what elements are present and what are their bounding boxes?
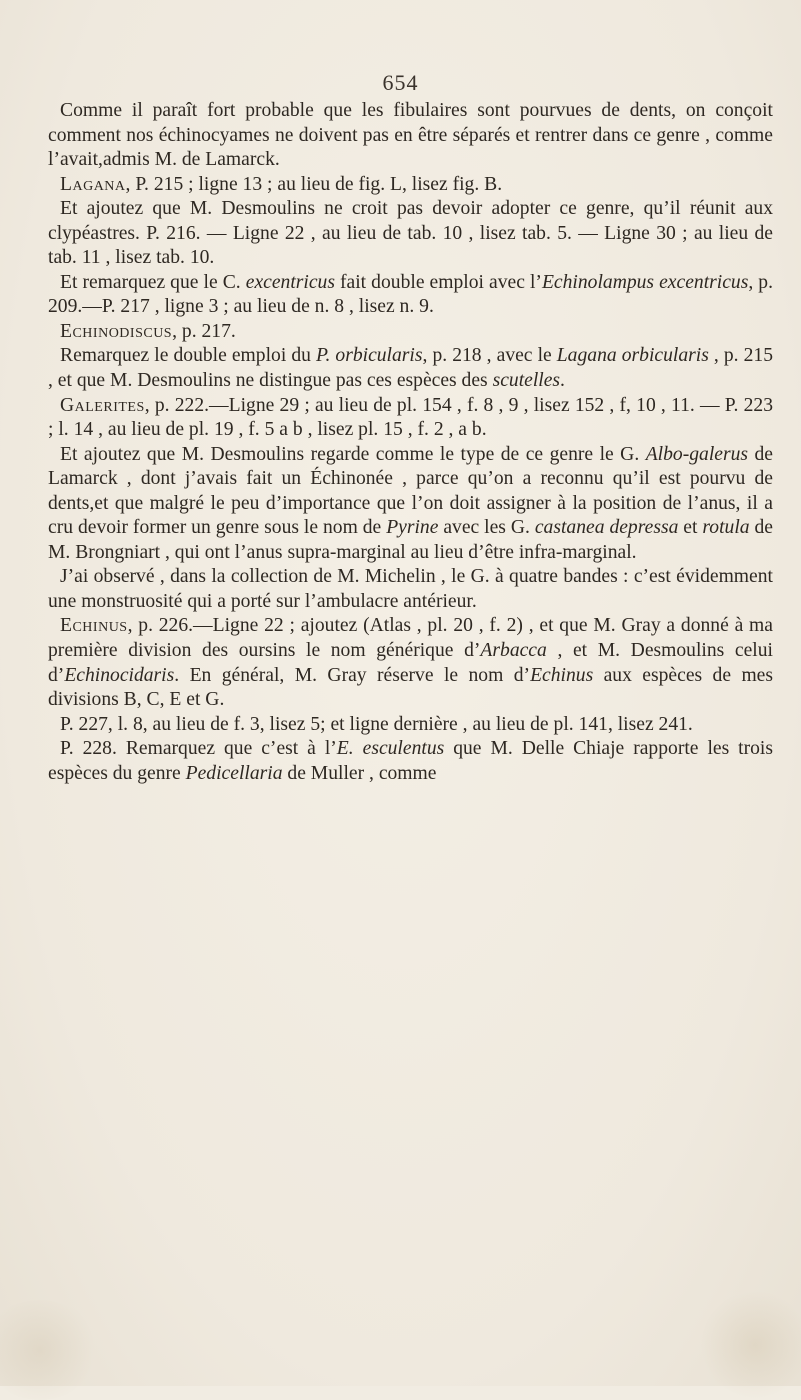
italic-text: Echinolampus excentricus	[541, 271, 749, 293]
text-run: , p. 226.—Ligne 22 ; ajoutez (Atlas , pl. 20 , f. 2) , et que M. Gray a donné à ma première division des oursins le nom générique d’	[48, 615, 773, 662]
italic-text: Lagana orbicularis	[556, 345, 709, 367]
paragraph	[48, 99, 773, 173]
text-run: , et M. Desmoulins celui d’	[48, 640, 773, 686]
italic-text: Pyrine	[386, 517, 439, 539]
italic-text: E. esculentus	[336, 738, 445, 760]
text-run: de M. Brongniart , qui ont l’anus supra-marginal au lieu d’être infra-marginal.	[48, 517, 774, 563]
text-run: Comme il paraît fort probable que les fibulaires sont pourvues de dents, on conçoit comment nos échinocyames ne doivent pas en être séparés et rentrer dans ce genre , comme l’avait,admis M. de Lamarck.	[48, 100, 773, 171]
text-run: aux espèces de mes divisions B, C, E et G.	[48, 664, 774, 711]
page-number: 654	[382, 70, 419, 95]
text-run: P. 227, l. 8, au lieu de f. 3, lisez 5; et ligne dernière , au lieu de pl. 141, lisez 241.	[60, 713, 693, 735]
paper-stain	[0, 1300, 100, 1400]
text-run: Et remarquez que le C.	[60, 271, 246, 293]
text-run: de Muller , comme	[282, 762, 437, 784]
text-run: Et ajoutez que M. Desmoulins regarde comme le type de ce genre le G.	[60, 443, 646, 465]
italic-text: Arbacca	[480, 640, 547, 662]
italic-text: Pedicellaria	[185, 762, 283, 784]
text-run: , p. 217.	[172, 320, 236, 342]
paper-stain	[700, 1290, 801, 1400]
paragraph	[48, 173, 773, 198]
paragraph	[48, 565, 773, 614]
italic-text: Echinocidaris	[64, 664, 175, 686]
text-run: avec les G.	[438, 517, 535, 539]
italic-text: P. orbicularis	[316, 345, 423, 367]
text-run: , p. 218 , avec le	[422, 345, 557, 367]
text-run: et	[678, 517, 703, 539]
italic-text: excentricus	[245, 271, 335, 293]
paragraph	[48, 614, 773, 712]
text-run: P. 228. Remarquez que c’est à l’	[60, 738, 337, 760]
text-run: , p. 222.—Ligne 29 ; au lieu de pl. 154 , f. 8 , 9 , lisez 152 , f, 10 , 11. — P. 223 ; l. 14 , au lieu de pl. 19 , f. 5 a b , lisez pl. 15 , f. 2 , a b.	[48, 394, 773, 441]
text-run: que M. Delle Chiaje rapporte les trois espèces du genre	[48, 738, 773, 784]
text-run: Remarquez le double emploi du	[60, 345, 316, 367]
paragraph	[48, 271, 773, 320]
text-run: , p. 215 , et que M. Desmoulins ne distingue pas ces espèces des	[48, 345, 773, 392]
small-caps-heading: Echinodiscus	[60, 320, 173, 342]
text-run: , p. 209.—P. 217 , ligne 3 ; au lieu de n. 8 , lisez n. 9.	[48, 271, 773, 318]
paragraph	[48, 197, 773, 271]
paragraph	[48, 737, 773, 786]
small-caps-heading: Galerites	[60, 394, 145, 416]
paragraph	[48, 443, 773, 566]
text-run: Et ajoutez que M. Desmoulins ne croit pas devoir adopter ce genre, qu’il réunit aux clypéastres. P. 216. — Ligne 22 , au lieu de tab. 10 , lisez tab. 5. — Ligne 30 ; au lieu de tab. 11 , lisez tab. 10.	[48, 198, 773, 269]
text-run: .	[560, 370, 565, 392]
body-text	[48, 99, 773, 786]
text-run: de Lamarck , dont j’avais fait un Échinonée , parce qu’on a reconnu qu’il est pourvu de dents,et que malgré le peu d’importance que l’on doit assigner à la position de l’anus, il a cru devoir former un genre sous le nom de	[48, 443, 773, 539]
text-run: . En général, M. Gray réserve le nom d’	[174, 664, 531, 686]
text-run: J’ai observé , dans la collection de M. Michelin , le G. à quatre bandes : c’est évidemment une monstruosité qui a porté sur l’ambulacre antérieur.	[48, 566, 773, 612]
paragraph	[48, 344, 773, 393]
small-caps-heading: Lagana	[60, 173, 126, 195]
italic-text: Albo-galerus	[645, 443, 749, 465]
italic-text: Echinus	[530, 664, 594, 686]
italic-text: castanea depressa	[534, 517, 679, 539]
italic-text: scutelles	[492, 370, 561, 392]
paragraph	[48, 320, 773, 345]
small-caps-heading: Echinus	[60, 615, 128, 637]
italic-text: rotula	[702, 517, 750, 539]
paragraph	[48, 713, 773, 738]
text-run: , P. 215 ; ligne 13 ; au lieu de fig. L, lisez fig. B.	[125, 173, 503, 195]
paragraph	[48, 394, 773, 443]
text-run: fait double emploi avec l’	[334, 271, 542, 293]
